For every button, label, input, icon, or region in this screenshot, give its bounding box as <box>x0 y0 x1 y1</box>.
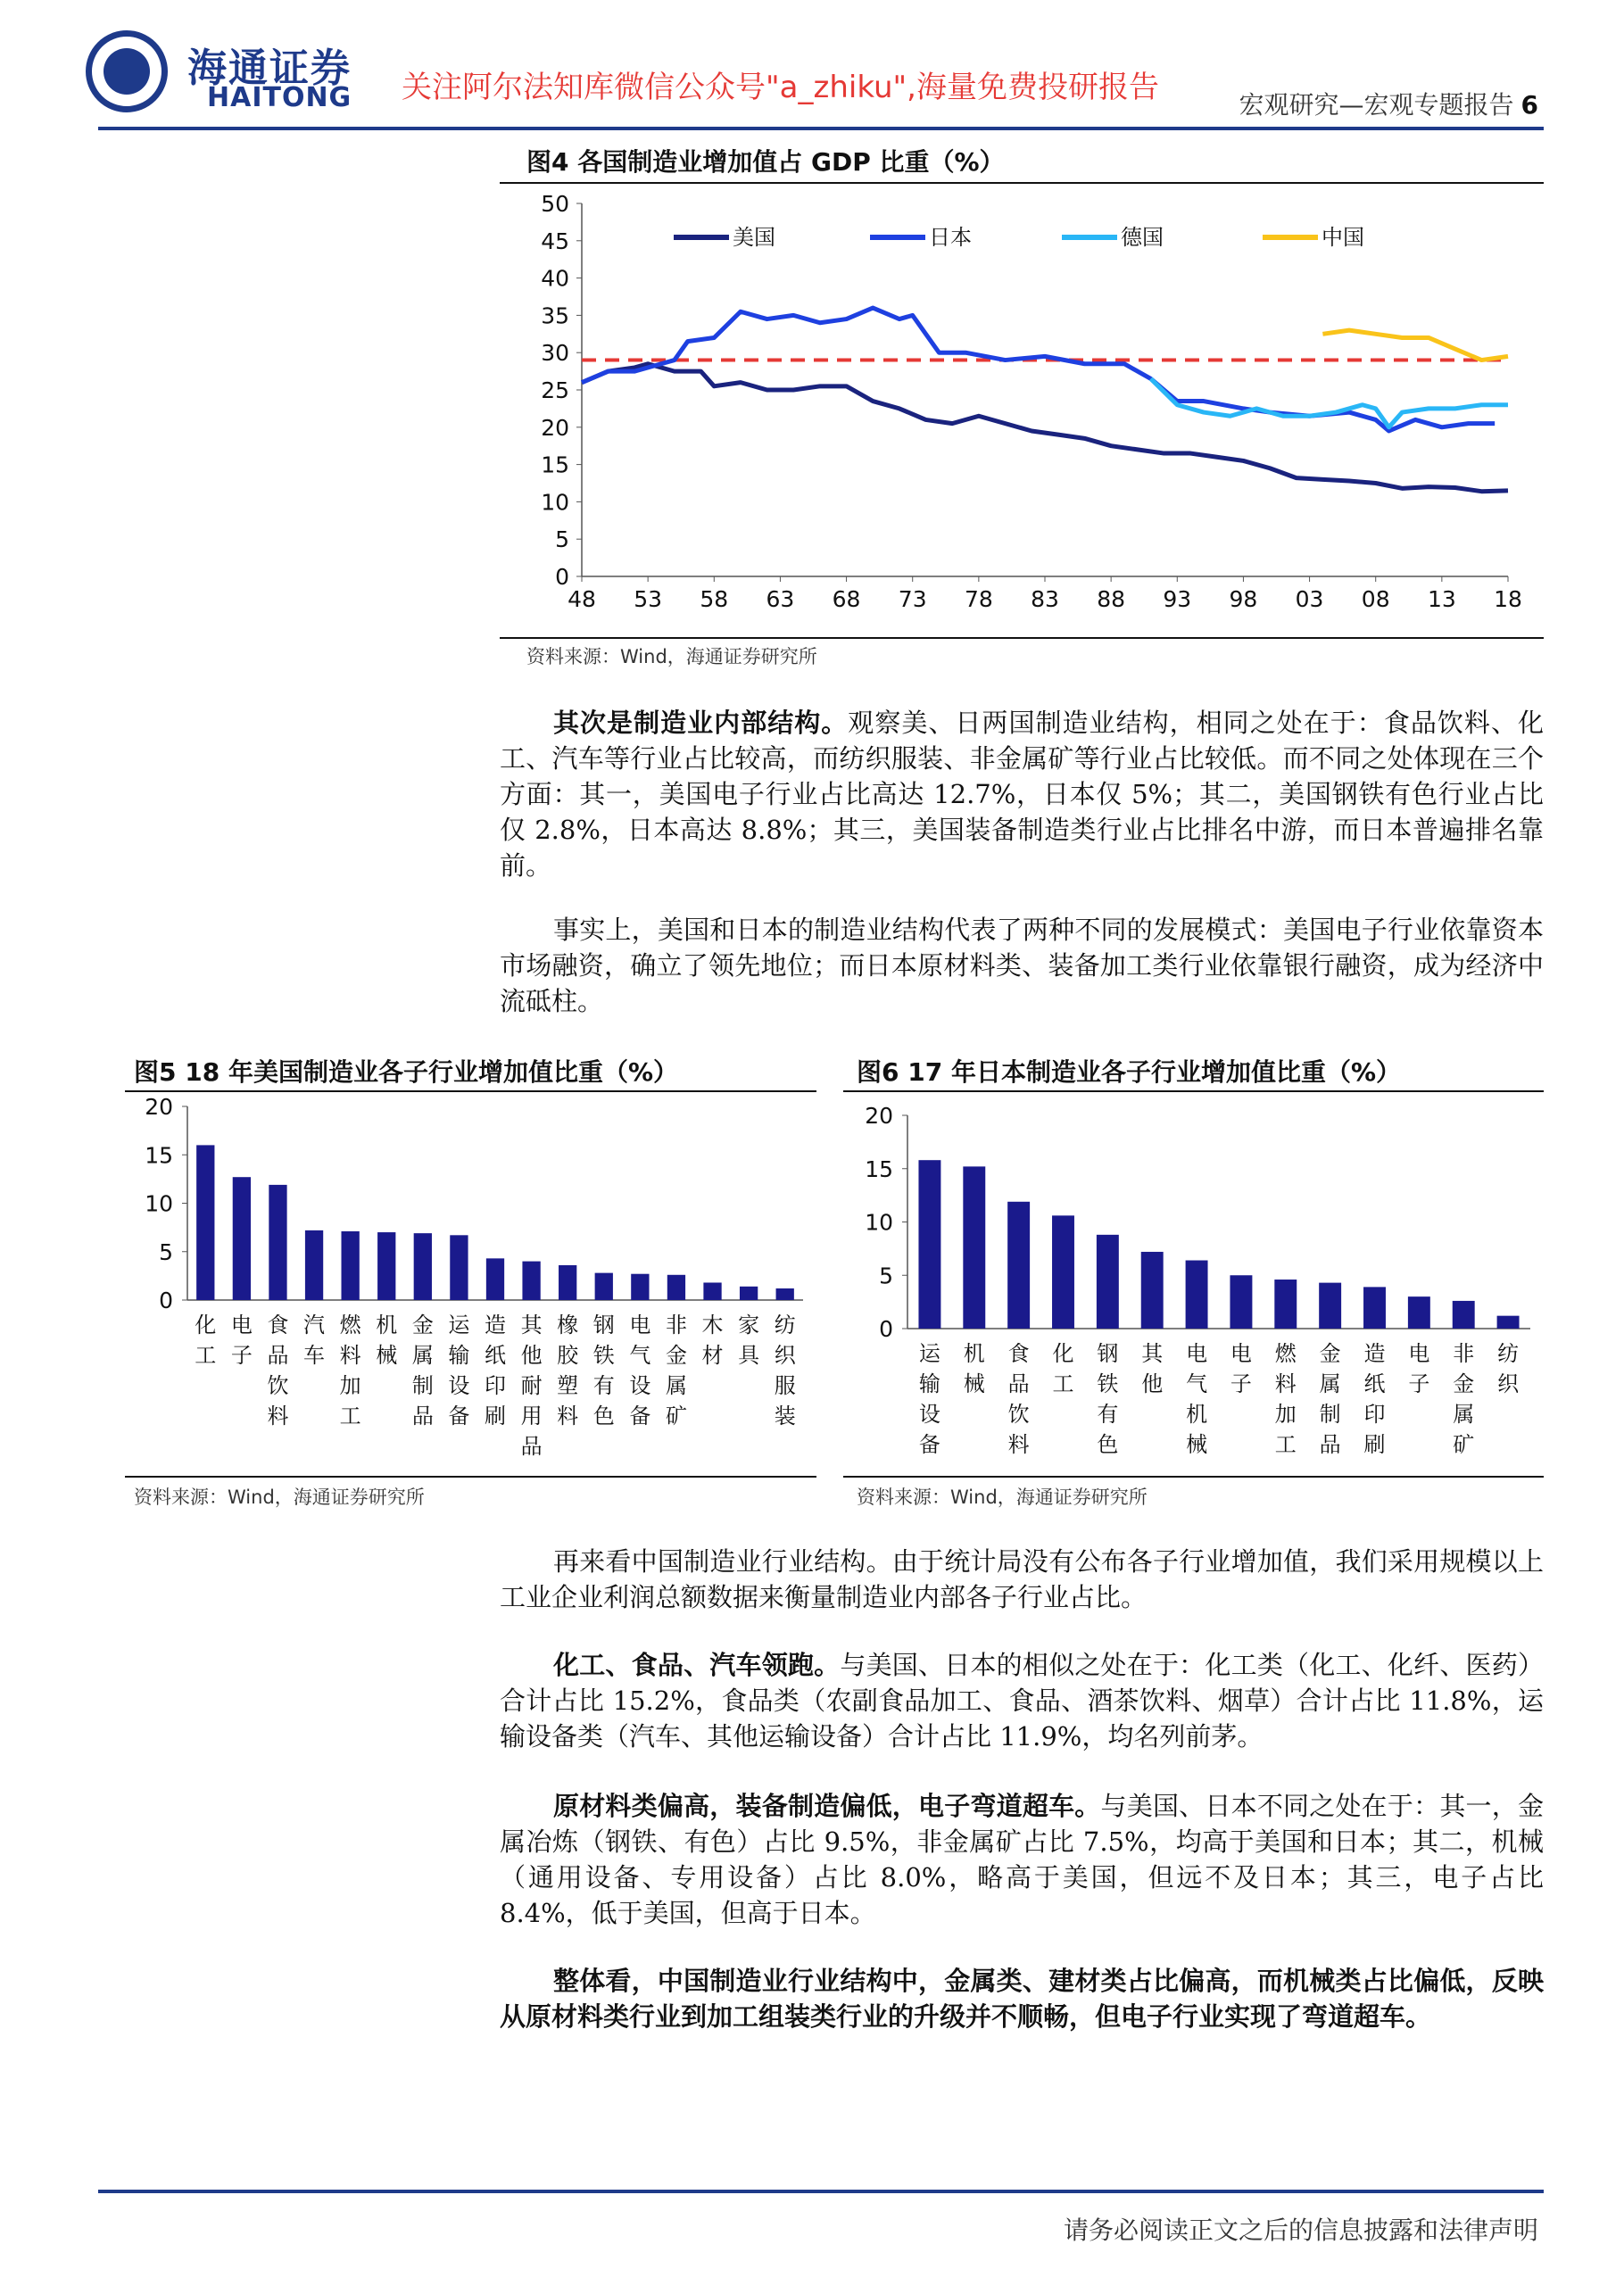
fig6-category-label: 工 <box>1274 1432 1297 1457</box>
fig5-category-label: 有 <box>592 1373 615 1398</box>
fig5-y-tick-label: 20 <box>145 1094 173 1120</box>
fig6-category-label: 非 <box>1453 1341 1475 1366</box>
fig6-y-tick-label: 5 <box>879 1263 893 1289</box>
fig5-category-label: 品 <box>267 1343 289 1368</box>
fig4-y-tick-label: 5 <box>555 526 569 553</box>
fig5-title: 图5 18 年美国制造业各子行业增加值比重（%） <box>134 1057 679 1087</box>
fig5-bar <box>740 1287 758 1300</box>
fig4-series-日本 <box>582 308 1495 431</box>
promo-banner: 关注阿尔法知库微信公众号"a_zhiku",海量免费投研报告 <box>402 70 1159 105</box>
footer-disclaimer: 请务必阅读正文之后的信息披露和法律声明 <box>1063 2216 1538 2245</box>
fig5-category-label: 他 <box>520 1343 543 1368</box>
fig6-category-label: 有 <box>1097 1402 1119 1427</box>
fig5-category-label: 服 <box>774 1373 796 1398</box>
fig4-x-tick-label: 93 <box>1163 586 1192 612</box>
fig6-category-label: 电 <box>1408 1341 1430 1366</box>
fig6-bar <box>1141 1252 1164 1329</box>
fig6-bar <box>1052 1215 1074 1329</box>
fig6-category-label: 印 <box>1363 1402 1386 1427</box>
fig5-category-label: 料 <box>267 1404 289 1429</box>
fig4-y-tick-label: 15 <box>541 451 569 478</box>
fig5-y-tick-label: 15 <box>145 1142 173 1169</box>
fig6-category-label: 料 <box>1274 1371 1297 1396</box>
fig5-category-label: 刷 <box>485 1404 506 1429</box>
fig6-category-label: 气 <box>1186 1371 1208 1396</box>
paragraph-5-lead: 原材料类偏高，装备制造偏低，电子弯道超车。 <box>553 1791 1101 1821</box>
fig6-category-label: 备 <box>918 1432 940 1457</box>
fig5-category-label: 械 <box>376 1343 398 1368</box>
fig5-category-label: 输 <box>448 1343 470 1368</box>
fig4-x-tick-label: 68 <box>832 586 861 612</box>
fig5-category-label: 矿 <box>665 1404 687 1429</box>
logo-chinese-name: 海通证券 <box>187 46 352 91</box>
paragraph-1-lead: 其次是制造业内部结构。 <box>553 708 849 738</box>
fig4-x-tick-label: 83 <box>1031 586 1059 612</box>
fig4-y-tick-label: 40 <box>541 265 569 292</box>
fig5-bar <box>703 1282 721 1300</box>
fig5-bar <box>377 1232 395 1300</box>
fig5-category-label: 胶 <box>557 1343 579 1368</box>
fig6-category-label: 设 <box>918 1402 940 1427</box>
fig6-category-label: 钢 <box>1097 1341 1119 1366</box>
fig5-category-label: 橡 <box>557 1313 579 1338</box>
section-label: 宏观研究—宏观专题报告 <box>1239 90 1514 120</box>
paragraph-5 <box>500 1788 1544 1931</box>
fig4-top-rule <box>500 182 1544 184</box>
fig5-category-label: 气 <box>629 1343 651 1368</box>
fig5-category-label: 电 <box>629 1313 651 1338</box>
fig5-category-label: 金 <box>665 1343 687 1368</box>
fig5-category-label: 料 <box>339 1343 361 1368</box>
fig5-bar <box>233 1177 251 1300</box>
fig6-y-tick-label: 20 <box>865 1103 893 1129</box>
fig6-category-label: 饮 <box>1007 1402 1030 1427</box>
fig6-category-label: 品 <box>1007 1371 1030 1396</box>
fig6-category-label: 属 <box>1319 1371 1341 1396</box>
fig5-category-label: 备 <box>448 1404 470 1429</box>
footer-rule <box>98 2190 1544 2193</box>
fig6-bar <box>1408 1296 1430 1329</box>
fig5-bar <box>559 1265 576 1300</box>
fig5-bar <box>414 1233 432 1300</box>
fig5-category-label: 品 <box>411 1404 434 1429</box>
fig5-category-label: 机 <box>376 1313 398 1338</box>
fig5-category-label: 属 <box>665 1373 687 1398</box>
fig5-category-label: 工 <box>195 1343 217 1368</box>
fig4-legend-label: 美国 <box>733 225 775 250</box>
fig4-y-tick-label: 0 <box>555 564 569 590</box>
fig6-y-tick-label: 0 <box>879 1316 893 1342</box>
paragraph-2-text: 事实上，美国和日本的制造业结构代表了两种不同的发展模式：美国电子行业依靠资本市场融资，确立了领先地位；而日本原材料类、装备加工类行业依靠银行融资，成为经济中流砥柱。 <box>500 915 1544 1016</box>
fig4-legend-label: 日本 <box>929 225 972 250</box>
fig5-category-label: 纺 <box>774 1313 796 1338</box>
fig6-category-label: 品 <box>1319 1432 1341 1457</box>
fig6-bar <box>918 1160 940 1329</box>
fig6-bar <box>1497 1316 1520 1329</box>
fig5-category-label: 化 <box>195 1313 217 1338</box>
paragraph-3 <box>500 1544 1544 1615</box>
logo-english-name: HAITONG <box>207 82 352 113</box>
header-rule <box>98 127 1544 130</box>
paragraph-4-text: 与美国、日本的相似之处在于：化工类（化工、化纤、医药）合计占比 15.2%，食品类（农副食品加工、食品、酒茶饮料、烟草）合计占比 11.8%，运输设备类（汽车、其他运输设备）合计占比 11.9%，均名列前茅。 <box>500 1650 1544 1752</box>
fig6-category-label: 运 <box>918 1341 940 1366</box>
paragraph-4-lead: 化工、食品、汽车领跑。 <box>553 1650 841 1680</box>
paragraph-3-text: 再来看中国制造业行业结构。由于统计局没有公布各子行业增加值，我们采用规模以上工业企业利润总额数据来衡量制造业内部各子行业占比。 <box>500 1546 1544 1612</box>
fig5-bar <box>450 1235 468 1300</box>
fig6-category-label: 工 <box>1052 1371 1074 1396</box>
fig4-x-tick-label: 58 <box>700 586 729 612</box>
fig6-title: 图6 17 年日本制造业各子行业增加值比重（%） <box>857 1057 1402 1087</box>
fig5-category-label: 钢 <box>592 1313 615 1338</box>
paragraph-2 <box>500 912 1544 1019</box>
fig4-x-tick-label: 78 <box>964 586 993 612</box>
fig5-category-label: 其 <box>520 1313 543 1338</box>
fig5-bar <box>196 1145 214 1300</box>
fig5-y-tick-label: 5 <box>159 1238 173 1265</box>
fig5-bar <box>522 1262 540 1300</box>
fig6-bar <box>1097 1235 1119 1329</box>
fig5-category-label: 设 <box>629 1373 651 1398</box>
paragraph-1 <box>500 705 1544 883</box>
fig5-category-label: 纸 <box>485 1343 506 1368</box>
fig5-category-label: 备 <box>629 1404 651 1429</box>
fig6-source: 资料来源：Wind，海通证券研究所 <box>857 1487 1148 1508</box>
fig6-bar <box>1453 1301 1475 1329</box>
fig5-bar <box>342 1231 360 1300</box>
fig5-category-label: 织 <box>774 1343 796 1368</box>
fig4-bottom-rule <box>500 637 1544 639</box>
fig5-category-label: 设 <box>448 1373 470 1398</box>
fig5-bar <box>631 1274 649 1300</box>
fig6-category-label: 属 <box>1453 1402 1475 1427</box>
fig5-y-tick-label: 10 <box>145 1190 173 1217</box>
fig6-bar <box>1186 1261 1208 1329</box>
fig6-category-label: 机 <box>1186 1402 1208 1427</box>
fig5-category-label: 工 <box>339 1404 361 1429</box>
fig4-y-tick-label: 45 <box>541 228 569 254</box>
fig5-category-label: 子 <box>230 1343 253 1368</box>
fig5-category-label: 电 <box>230 1313 253 1338</box>
fig6-category-label: 纺 <box>1497 1341 1520 1366</box>
fig4-x-tick-label: 18 <box>1494 586 1522 612</box>
fig4-series-美国 <box>582 364 1508 492</box>
fig5-category-label: 家 <box>738 1313 760 1338</box>
fig4-title: 图4 各国制造业增加值占 GDP 比重（%） <box>526 147 1005 177</box>
fig6-category-label: 制 <box>1319 1402 1341 1427</box>
fig5-category-label: 造 <box>485 1313 506 1338</box>
fig6-category-label: 输 <box>918 1371 940 1396</box>
fig6-category-label: 子 <box>1230 1371 1252 1396</box>
fig4-x-tick-label: 48 <box>568 586 596 612</box>
paragraph-6-lead: 整体看，中国制造业行业结构中，金属类、建材类占比偏高，而机械类占比偏低，反映从原材料类行业到加工组装类行业的升级并不顺畅，但电子行业实现了弯道超车。 <box>500 1966 1544 2032</box>
fig4-x-tick-label: 53 <box>634 586 663 612</box>
fig6-bottom-rule <box>843 1476 1544 1478</box>
haitong-logo-core-icon <box>104 48 150 95</box>
fig5-category-label: 加 <box>339 1373 361 1398</box>
fig5-bar <box>667 1275 685 1300</box>
page-number: 6 <box>1520 90 1538 120</box>
fig6-category-label: 矿 <box>1453 1432 1475 1457</box>
fig5-category-label: 耐 <box>520 1373 543 1398</box>
fig5-source: 资料来源：Wind，海通证券研究所 <box>134 1487 425 1508</box>
fig5-category-label: 食 <box>267 1313 289 1338</box>
fig4-x-tick-label: 63 <box>766 586 795 612</box>
fig6-y-tick-label: 10 <box>865 1209 893 1236</box>
fig6-bar <box>1230 1275 1252 1329</box>
fig4-x-tick-label: 88 <box>1097 586 1126 612</box>
fig6-category-label: 造 <box>1363 1341 1386 1366</box>
fig4-y-tick-label: 10 <box>541 489 569 516</box>
fig5-category-label: 铁 <box>592 1343 615 1368</box>
fig5-bar <box>776 1288 794 1300</box>
fig5-category-label: 汽 <box>303 1313 326 1338</box>
fig6-category-label: 织 <box>1497 1371 1520 1396</box>
fig4-y-tick-label: 50 <box>541 191 569 217</box>
fig6-category-label: 色 <box>1097 1432 1119 1457</box>
paragraph-1-text: 观察美、日两国制造业结构，相同之处在于：食品饮料、化工、汽车等行业占比较高，而纺织服装、非金属矿等行业占比较低。而不同之处体现在三个方面：其一，美国电子行业占比高达 12.7%，日本仅 5%；其二，美国钢铁有色行业占比仅 2.8%，日本高达 8.8%；其三，美国装备制造类行业占比排名中游，而日本普遍排名靠前。 <box>500 708 1544 881</box>
fig5-category-label: 金 <box>411 1313 434 1338</box>
fig6-category-label: 子 <box>1408 1371 1430 1396</box>
fig6-category-label: 其 <box>1141 1341 1164 1366</box>
fig4-y-tick-label: 35 <box>541 302 569 329</box>
fig5-bar <box>305 1230 323 1300</box>
fig5-category-label: 塑 <box>557 1373 579 1398</box>
fig5-category-label: 品 <box>520 1434 543 1459</box>
fig4-x-tick-label: 73 <box>898 586 927 612</box>
fig5-category-label: 非 <box>665 1313 687 1338</box>
fig4-x-tick-label: 03 <box>1295 586 1324 612</box>
fig6-category-label: 料 <box>1007 1432 1030 1457</box>
fig6-category-label: 电 <box>1230 1341 1252 1366</box>
fig4-x-tick-label: 08 <box>1361 586 1390 612</box>
fig6-category-label: 金 <box>1453 1371 1475 1396</box>
fig4-y-tick-label: 30 <box>541 340 569 367</box>
fig6-category-label: 他 <box>1141 1371 1164 1396</box>
fig6-category-label: 加 <box>1274 1402 1297 1427</box>
fig5-category-label: 色 <box>592 1404 615 1429</box>
fig6-category-label: 机 <box>963 1341 985 1366</box>
fig5-category-label: 车 <box>303 1343 326 1368</box>
fig5-bar <box>595 1273 613 1300</box>
fig6-bar <box>963 1166 985 1329</box>
fig4-x-tick-label: 13 <box>1427 586 1456 612</box>
fig6-category-label: 铁 <box>1097 1371 1119 1396</box>
fig5-category-label: 料 <box>557 1404 579 1429</box>
fig6-bar <box>1363 1287 1386 1329</box>
fig5-category-label: 运 <box>448 1313 470 1338</box>
fig4-line-chart <box>500 186 1544 636</box>
fig6-category-label: 金 <box>1319 1341 1341 1366</box>
fig6-category-label: 械 <box>963 1371 985 1396</box>
fig4-source: 资料来源：Wind，海通证券研究所 <box>526 646 817 667</box>
fig6-category-label: 械 <box>1186 1432 1208 1457</box>
fig5-bar <box>269 1185 286 1300</box>
fig6-bar <box>1007 1202 1030 1329</box>
fig5-category-label: 制 <box>411 1373 434 1398</box>
fig5-category-label: 用 <box>520 1404 543 1429</box>
fig6-bar <box>1319 1283 1341 1329</box>
fig5-category-label: 饮 <box>267 1373 289 1398</box>
fig5-y-tick-label: 0 <box>159 1288 173 1313</box>
fig6-category-label: 燃 <box>1274 1341 1297 1366</box>
paragraph-6 <box>500 1963 1544 2034</box>
header-section <box>1239 86 1539 121</box>
paragraph-5-text: 与美国、日本不同之处在于：其一，金属冶炼（钢铁、有色）占比 9.5%，非金属矿占比 7.5%，均高于美国和日本；其二，机械（通用设备、专用设备）占比 8.0%，略高于美国，但远不及日本；其三，电子占比 8.4%，低于美国，但高于日本。 <box>500 1791 1544 1928</box>
fig5-bottom-rule <box>125 1476 816 1478</box>
fig6-y-tick-label: 15 <box>865 1155 893 1182</box>
fig5-category-label: 具 <box>738 1343 760 1368</box>
fig6-category-label: 食 <box>1007 1341 1030 1366</box>
fig4-y-tick-label: 20 <box>541 414 569 441</box>
fig5-bar-chart <box>125 1092 816 1474</box>
fig4-series-中国 <box>1322 330 1508 360</box>
fig6-category-label: 纸 <box>1363 1371 1386 1396</box>
fig4-legend-label: 德国 <box>1121 225 1164 250</box>
fig5-category-label: 材 <box>701 1343 724 1368</box>
fig6-category-label: 化 <box>1052 1341 1074 1366</box>
fig6-bar <box>1274 1280 1297 1329</box>
paragraph-4 <box>500 1647 1544 1754</box>
fig6-category-label: 电 <box>1186 1341 1208 1366</box>
fig5-bar <box>486 1258 504 1300</box>
fig5-category-label: 燃 <box>339 1313 361 1338</box>
fig6-category-label: 刷 <box>1363 1432 1386 1457</box>
fig5-category-label: 印 <box>485 1373 506 1398</box>
fig5-category-label: 属 <box>411 1343 434 1368</box>
fig5-category-label: 木 <box>701 1313 724 1338</box>
fig4-y-tick-label: 25 <box>541 377 569 403</box>
fig5-category-label: 装 <box>774 1404 796 1429</box>
fig4-legend-label: 中国 <box>1322 225 1364 250</box>
fig4-x-tick-label: 98 <box>1229 586 1258 612</box>
fig6-bar-chart <box>843 1092 1544 1474</box>
